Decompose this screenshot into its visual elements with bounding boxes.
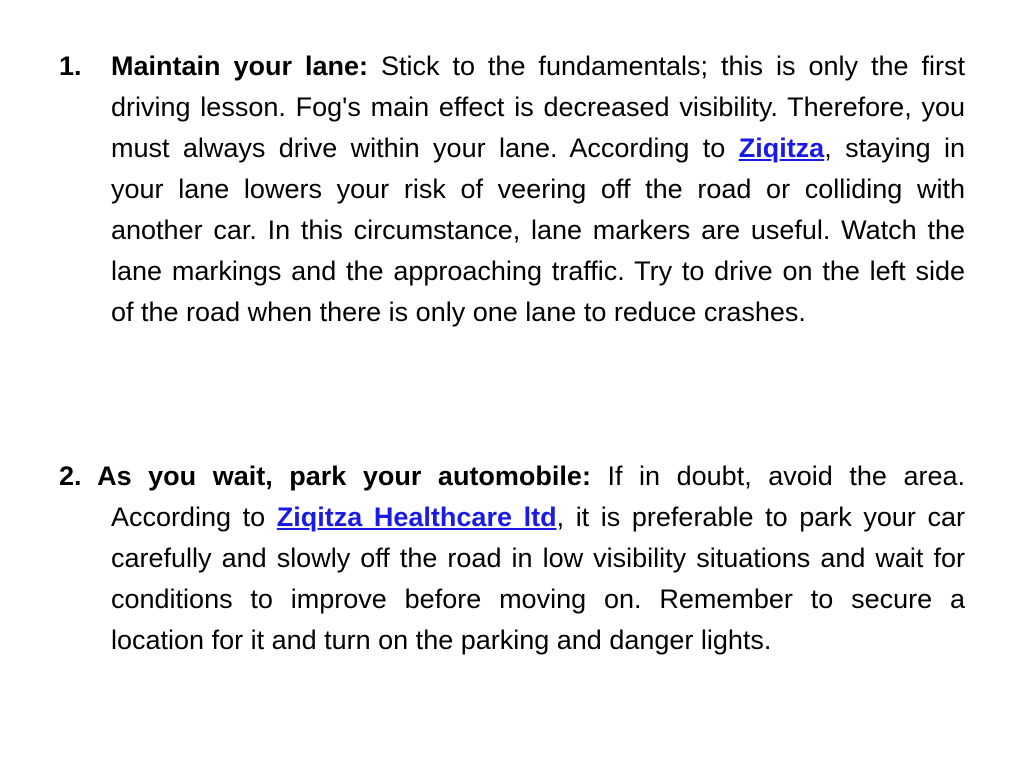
item-heading: Maintain your lane: xyxy=(111,51,368,81)
item-text: Stick to the fundamentals; this is only the first driving lesson. Fog's main effect is decreased visibility. Therefore, you must always drive within your lane. According to xyxy=(111,51,965,163)
item-text-continued: , staying in your lane lowers your risk of veering off the road or colliding with another car. In this circumstance, lane markers are useful. Watch the lane markings and the approaching traffic. Try to drive on the left side of the road when there is only one lane to reduce crashes. xyxy=(111,133,966,327)
ziqitza-link[interactable]: Ziqitza xyxy=(738,133,825,163)
item-text: If in doubt, avoid the area. According to xyxy=(111,461,965,532)
item-text-continued: , it is preferable to park your car carefully and slowly off the road in low visibility situations and wait for conditions to improve before moving on. Remember to secure a location for it and turn on the parking and danger lights. xyxy=(111,502,965,655)
item-heading: 2. As you wait, park your automobile: xyxy=(59,461,591,491)
item-body xyxy=(111,46,965,333)
item-number: 1. xyxy=(59,51,82,81)
list-item-park-automobile xyxy=(59,456,965,661)
list-item-maintain-lane xyxy=(59,46,965,333)
ziqitza-healthcare-link[interactable]: Ziqitza Healthcare ltd xyxy=(276,502,557,532)
